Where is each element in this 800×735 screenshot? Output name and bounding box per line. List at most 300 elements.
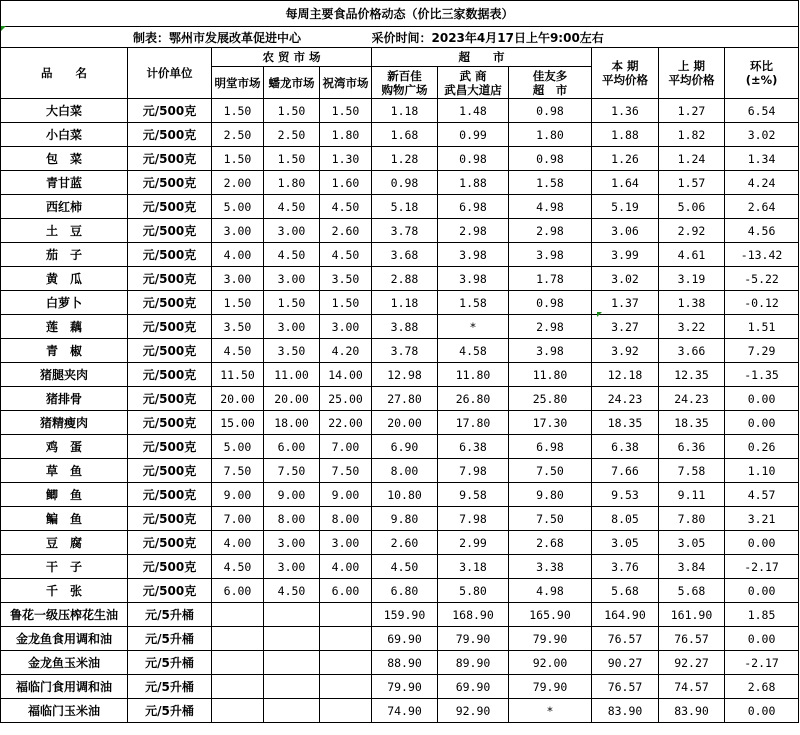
unit-cell: 元/5升桶: [128, 651, 212, 675]
unit-cell: 元/500克: [128, 531, 212, 555]
price-cell: 5.68: [659, 579, 725, 603]
product-name: 包 菜: [1, 147, 128, 171]
price-cell: [320, 651, 372, 675]
product-name: 金龙鱼玉米油: [1, 651, 128, 675]
price-cell: 7.98: [438, 507, 509, 531]
price-cell: [212, 627, 264, 651]
price-cell: 92.90: [438, 699, 509, 723]
price-cell: 3.27: [592, 315, 659, 339]
price-cell: 1.26: [592, 147, 659, 171]
price-cell: 5.00: [212, 435, 264, 459]
product-name: 黄 瓜: [1, 267, 128, 291]
price-cell: 3.00: [264, 531, 320, 555]
price-cell: 69.90: [438, 675, 509, 699]
price-cell: 4.20: [320, 339, 372, 363]
price-cell: [212, 603, 264, 627]
price-cell: 11.00: [264, 363, 320, 387]
unit-cell: 元/500克: [128, 99, 212, 123]
price-cell: 3.22: [659, 315, 725, 339]
price-cell: 1.50: [320, 99, 372, 123]
unit-cell: 元/5升桶: [128, 603, 212, 627]
product-name: 鳊 鱼: [1, 507, 128, 531]
product-name: 千 张: [1, 579, 128, 603]
price-cell: 17.80: [438, 411, 509, 435]
price-cell: 9.00: [320, 483, 372, 507]
price-cell: 1.82: [659, 123, 725, 147]
price-cell: [212, 699, 264, 723]
table-row: [1, 315, 799, 339]
price-cell: 1.64: [592, 171, 659, 195]
market-header: 祝湾市场: [320, 67, 372, 99]
price-cell: 1.80: [509, 123, 592, 147]
farm-market-header: 农 贸 市 场: [212, 48, 372, 67]
product-name: 小白菜: [1, 123, 128, 147]
price-cell: 6.00: [264, 435, 320, 459]
price-cell: 4.00: [320, 555, 372, 579]
price-cell: 20.00: [264, 387, 320, 411]
price-cell: 0.98: [438, 147, 509, 171]
price-cell: 2.98: [438, 219, 509, 243]
price-cell: 22.00: [320, 411, 372, 435]
price-cell: 17.30: [509, 411, 592, 435]
price-cell: 18.00: [264, 411, 320, 435]
price-cell: 4.50: [212, 555, 264, 579]
unit-cell: 元/500克: [128, 459, 212, 483]
price-cell: 3.06: [592, 219, 659, 243]
unit-cell: 元/500克: [128, 483, 212, 507]
price-cell: 0.00: [725, 699, 799, 723]
unit-cell: 元/500克: [128, 363, 212, 387]
price-cell: 7.50: [509, 459, 592, 483]
price-cell: 4.58: [438, 339, 509, 363]
price-cell: 18.35: [592, 411, 659, 435]
price-cell: 0.99: [438, 123, 509, 147]
table-row: [1, 147, 799, 171]
unit-cell: 元/500克: [128, 195, 212, 219]
product-name: 青甘蓝: [1, 171, 128, 195]
price-cell: 6.00: [320, 579, 372, 603]
price-cell: 1.57: [659, 171, 725, 195]
price-cell: 7.66: [592, 459, 659, 483]
unit-cell: 元/5升桶: [128, 699, 212, 723]
price-cell: 4.00: [212, 531, 264, 555]
table-row: [1, 411, 799, 435]
product-name: 莲 藕: [1, 315, 128, 339]
price-cell: [320, 603, 372, 627]
price-cell: -5.22: [725, 267, 799, 291]
market-header: 蟠龙市场: [264, 67, 320, 99]
price-cell: 90.27: [592, 651, 659, 675]
price-cell: 2.60: [372, 531, 438, 555]
table-row: [1, 435, 799, 459]
price-cell: 7.98: [438, 459, 509, 483]
table-row: [1, 651, 799, 675]
price-cell: 6.36: [659, 435, 725, 459]
price-cell: 92.27: [659, 651, 725, 675]
price-cell: [264, 627, 320, 651]
price-cell: 3.84: [659, 555, 725, 579]
price-cell: [320, 675, 372, 699]
price-cell: 0.00: [725, 387, 799, 411]
price-cell: 79.90: [509, 627, 592, 651]
table-row: [1, 483, 799, 507]
price-cell: 88.90: [372, 651, 438, 675]
price-cell: 0.26: [725, 435, 799, 459]
table-row: [1, 363, 799, 387]
price-cell: 6.54: [725, 99, 799, 123]
table-row: [1, 555, 799, 579]
table-row: [1, 195, 799, 219]
price-cell: 3.78: [372, 339, 438, 363]
price-cell: 2.00: [212, 171, 264, 195]
price-cell: 1.36: [592, 99, 659, 123]
price-cell: 2.99: [438, 531, 509, 555]
price-cell: 3.00: [264, 219, 320, 243]
price-cell: 3.68: [372, 243, 438, 267]
price-cell: 0.98: [509, 147, 592, 171]
price-cell: 4.00: [212, 243, 264, 267]
prev-avg-header: 上 期 平均价格: [659, 48, 725, 99]
price-cell: 1.50: [212, 291, 264, 315]
price-cell: 6.38: [592, 435, 659, 459]
price-cell: 1.28: [372, 147, 438, 171]
price-cell: 3.50: [212, 315, 264, 339]
price-cell: 69.90: [372, 627, 438, 651]
unit-cell: 元/500克: [128, 243, 212, 267]
price-cell: 4.56: [725, 219, 799, 243]
price-cell: 2.50: [212, 123, 264, 147]
price-cell: 1.50: [212, 99, 264, 123]
price-cell: 6.80: [372, 579, 438, 603]
price-cell: 0.98: [372, 171, 438, 195]
price-cell: 3.00: [264, 315, 320, 339]
table-row: [1, 387, 799, 411]
price-cell: 5.80: [438, 579, 509, 603]
price-cell: 79.90: [509, 675, 592, 699]
unit-cell: 元/500克: [128, 219, 212, 243]
price-cell: 79.90: [372, 675, 438, 699]
unit-cell: 元/500克: [128, 507, 212, 531]
price-cell: [212, 675, 264, 699]
price-cell: 168.90: [438, 603, 509, 627]
unit-cell: 元/500克: [128, 123, 212, 147]
unit-cell: 元/500克: [128, 339, 212, 363]
price-cell: 0.98: [509, 291, 592, 315]
cell-marker-icon: [1, 26, 6, 31]
price-cell: 2.98: [509, 219, 592, 243]
price-cell: 3.98: [509, 339, 592, 363]
price-cell: 7.00: [320, 435, 372, 459]
price-cell: 3.38: [509, 555, 592, 579]
price-cell: 74.57: [659, 675, 725, 699]
price-cell: 2.88: [372, 267, 438, 291]
price-cell: *: [509, 699, 592, 723]
product-header: 品 名: [1, 48, 128, 99]
market-header: 明堂市场: [212, 67, 264, 99]
price-cell: 4.24: [725, 171, 799, 195]
price-cell: 3.76: [592, 555, 659, 579]
price-cell: 7.50: [509, 507, 592, 531]
price-cell: 12.18: [592, 363, 659, 387]
price-cell: 1.18: [372, 99, 438, 123]
table-row: [1, 627, 799, 651]
product-name: 青 椒: [1, 339, 128, 363]
price-cell: 6.98: [509, 435, 592, 459]
price-cell: 0.00: [725, 411, 799, 435]
price-cell: [264, 675, 320, 699]
price-cell: 7.50: [264, 459, 320, 483]
price-cell: 1.48: [438, 99, 509, 123]
unit-cell: 元/500克: [128, 171, 212, 195]
price-cell: 24.23: [592, 387, 659, 411]
price-cell: 4.57: [725, 483, 799, 507]
price-cell: 0.98: [509, 99, 592, 123]
price-cell: 9.80: [509, 483, 592, 507]
price-cell: 3.98: [509, 243, 592, 267]
price-cell: 7.58: [659, 459, 725, 483]
price-cell: 1.30: [320, 147, 372, 171]
price-cell: 9.00: [264, 483, 320, 507]
price-cell: 3.00: [212, 219, 264, 243]
price-cell: 1.38: [659, 291, 725, 315]
price-cell: 24.23: [659, 387, 725, 411]
price-cell: 2.92: [659, 219, 725, 243]
price-cell: 83.90: [659, 699, 725, 723]
price-cell: 8.00: [264, 507, 320, 531]
price-cell: -1.35: [725, 363, 799, 387]
price-cell: 0.00: [725, 627, 799, 651]
price-cell: -0.12: [725, 291, 799, 315]
price-cell: 4.50: [264, 243, 320, 267]
price-cell: 1.50: [212, 147, 264, 171]
price-cell: 1.50: [264, 99, 320, 123]
product-name: 鲫 鱼: [1, 483, 128, 507]
price-cell: 5.00: [212, 195, 264, 219]
price-cell: [320, 699, 372, 723]
price-cell: 1.50: [264, 147, 320, 171]
price-cell: 25.80: [509, 387, 592, 411]
price-cell: 2.68: [725, 675, 799, 699]
price-cell: 1.10: [725, 459, 799, 483]
unit-cell: 元/500克: [128, 555, 212, 579]
product-name: 金龙鱼食用调和油: [1, 627, 128, 651]
price-cell: 4.50: [320, 195, 372, 219]
price-cell: 2.64: [725, 195, 799, 219]
price-cell: 4.98: [509, 579, 592, 603]
table-title: 每周主要食品价格动态（价比三家数据表）: [1, 1, 799, 27]
product-name: 草 鱼: [1, 459, 128, 483]
price-cell: 3.00: [212, 267, 264, 291]
price-cell: 4.98: [509, 195, 592, 219]
price-cell: 3.92: [592, 339, 659, 363]
product-name: 鲁花一级压榨花生油: [1, 603, 128, 627]
price-cell: 2.50: [264, 123, 320, 147]
table-row: [1, 339, 799, 363]
price-cell: 4.50: [264, 195, 320, 219]
price-cell: 6.00: [212, 579, 264, 603]
product-name: 豆 腐: [1, 531, 128, 555]
price-cell: *: [438, 315, 509, 339]
price-cell: 3.18: [438, 555, 509, 579]
price-cell: 26.80: [438, 387, 509, 411]
price-cell: 6.38: [438, 435, 509, 459]
product-name: 福临门食用调和油: [1, 675, 128, 699]
price-cell: 1.80: [320, 123, 372, 147]
price-cell: 1.34: [725, 147, 799, 171]
price-cell: 4.50: [372, 555, 438, 579]
price-cell: 6.98: [438, 195, 509, 219]
price-cell: 164.90: [592, 603, 659, 627]
price-cell: 7.50: [320, 459, 372, 483]
price-cell: 3.05: [659, 531, 725, 555]
price-cell: 9.00: [212, 483, 264, 507]
table-row: [1, 675, 799, 699]
price-cell: 12.35: [659, 363, 725, 387]
market-header: 新百佳 购物广场: [372, 67, 438, 99]
table-row: [1, 699, 799, 723]
price-cell: 161.90: [659, 603, 725, 627]
price-cell: 74.90: [372, 699, 438, 723]
price-cell: 3.78: [372, 219, 438, 243]
price-cell: 1.80: [264, 171, 320, 195]
price-cell: 165.90: [509, 603, 592, 627]
price-cell: 3.50: [264, 339, 320, 363]
price-cell: 1.58: [509, 171, 592, 195]
price-cell: 8.05: [592, 507, 659, 531]
product-name: 干 子: [1, 555, 128, 579]
price-cell: 7.50: [212, 459, 264, 483]
price-cell: 18.35: [659, 411, 725, 435]
price-cell: 3.02: [725, 123, 799, 147]
price-cell: 1.60: [320, 171, 372, 195]
price-cell: 11.50: [212, 363, 264, 387]
collect-time-label: 采价时间：2023年4月17日上午9:00左右: [372, 27, 799, 48]
unit-cell: 元/500克: [128, 579, 212, 603]
product-name: 福临门玉米油: [1, 699, 128, 723]
price-cell: 6.90: [372, 435, 438, 459]
price-cell: 9.53: [592, 483, 659, 507]
product-name: 白萝卜: [1, 291, 128, 315]
price-cell: [264, 651, 320, 675]
price-cell: 5.06: [659, 195, 725, 219]
product-name: 大白菜: [1, 99, 128, 123]
price-cell: 76.57: [592, 675, 659, 699]
change-header: 环比 (±%): [725, 48, 799, 99]
price-cell: 1.68: [372, 123, 438, 147]
price-cell: 1.18: [372, 291, 438, 315]
price-cell: 1.78: [509, 267, 592, 291]
unit-header: 计价单位: [128, 48, 212, 99]
price-cell: 11.80: [438, 363, 509, 387]
current-avg-header: 本 期 平均价格: [592, 48, 659, 99]
price-cell: 3.02: [592, 267, 659, 291]
price-cell: 7.80: [659, 507, 725, 531]
price-cell: 92.00: [509, 651, 592, 675]
price-cell: 1.37: [592, 291, 659, 315]
price-cell: 3.98: [438, 243, 509, 267]
price-cell: 5.19: [592, 195, 659, 219]
price-cell: 0.00: [725, 579, 799, 603]
table-row: [1, 579, 799, 603]
product-name: 猪精瘦肉: [1, 411, 128, 435]
table-row: [1, 123, 799, 147]
price-cell: -2.17: [725, 651, 799, 675]
price-cell: 1.50: [264, 291, 320, 315]
price-cell: 1.24: [659, 147, 725, 171]
price-cell: 1.27: [659, 99, 725, 123]
price-cell: 25.00: [320, 387, 372, 411]
table-row: [1, 531, 799, 555]
unit-cell: 元/500克: [128, 435, 212, 459]
price-cell: [320, 627, 372, 651]
table-row: [1, 291, 799, 315]
product-name: 西红柿: [1, 195, 128, 219]
price-cell: 3.00: [320, 315, 372, 339]
price-cell: 3.00: [320, 531, 372, 555]
price-cell: 20.00: [372, 411, 438, 435]
unit-cell: 元/500克: [128, 387, 212, 411]
price-cell: 3.21: [725, 507, 799, 531]
price-cell: [212, 651, 264, 675]
price-cell: [264, 603, 320, 627]
price-cell: 3.66: [659, 339, 725, 363]
product-name: 土 豆: [1, 219, 128, 243]
price-cell: 3.00: [264, 267, 320, 291]
price-cell: 20.00: [212, 387, 264, 411]
product-name: 猪排骨: [1, 387, 128, 411]
price-cell: 1.88: [592, 123, 659, 147]
price-cell: 3.50: [320, 267, 372, 291]
price-cell: 9.58: [438, 483, 509, 507]
price-cell: 89.90: [438, 651, 509, 675]
price-cell: 1.58: [438, 291, 509, 315]
price-cell: 4.50: [212, 339, 264, 363]
price-cell: 10.80: [372, 483, 438, 507]
price-cell: 1.85: [725, 603, 799, 627]
price-cell: -13.42: [725, 243, 799, 267]
product-name: 鸡 蛋: [1, 435, 128, 459]
price-cell: 7.00: [212, 507, 264, 531]
table-row: [1, 243, 799, 267]
price-cell: 1.51: [725, 315, 799, 339]
table-row: [1, 171, 799, 195]
supermarket-header: 超 市: [372, 48, 592, 67]
price-cell: -2.17: [725, 555, 799, 579]
price-cell: 9.11: [659, 483, 725, 507]
price-cell: 15.00: [212, 411, 264, 435]
table-row: [1, 99, 799, 123]
price-cell: 4.50: [264, 579, 320, 603]
price-cell: 3.00: [264, 555, 320, 579]
price-cell: 79.90: [438, 627, 509, 651]
price-cell: [264, 699, 320, 723]
price-cell: 159.90: [372, 603, 438, 627]
price-cell: 11.80: [509, 363, 592, 387]
unit-cell: 元/500克: [128, 267, 212, 291]
table-row: [1, 267, 799, 291]
price-cell: 3.99: [592, 243, 659, 267]
table-row: [1, 219, 799, 243]
price-cell: 3.05: [592, 531, 659, 555]
price-cell: 3.88: [372, 315, 438, 339]
price-cell: 1.88: [438, 171, 509, 195]
price-cell: 3.19: [659, 267, 725, 291]
price-cell: 4.61: [659, 243, 725, 267]
price-cell: 83.90: [592, 699, 659, 723]
product-name: 茄 子: [1, 243, 128, 267]
price-cell: 2.98: [509, 315, 592, 339]
unit-cell: 元/500克: [128, 147, 212, 171]
